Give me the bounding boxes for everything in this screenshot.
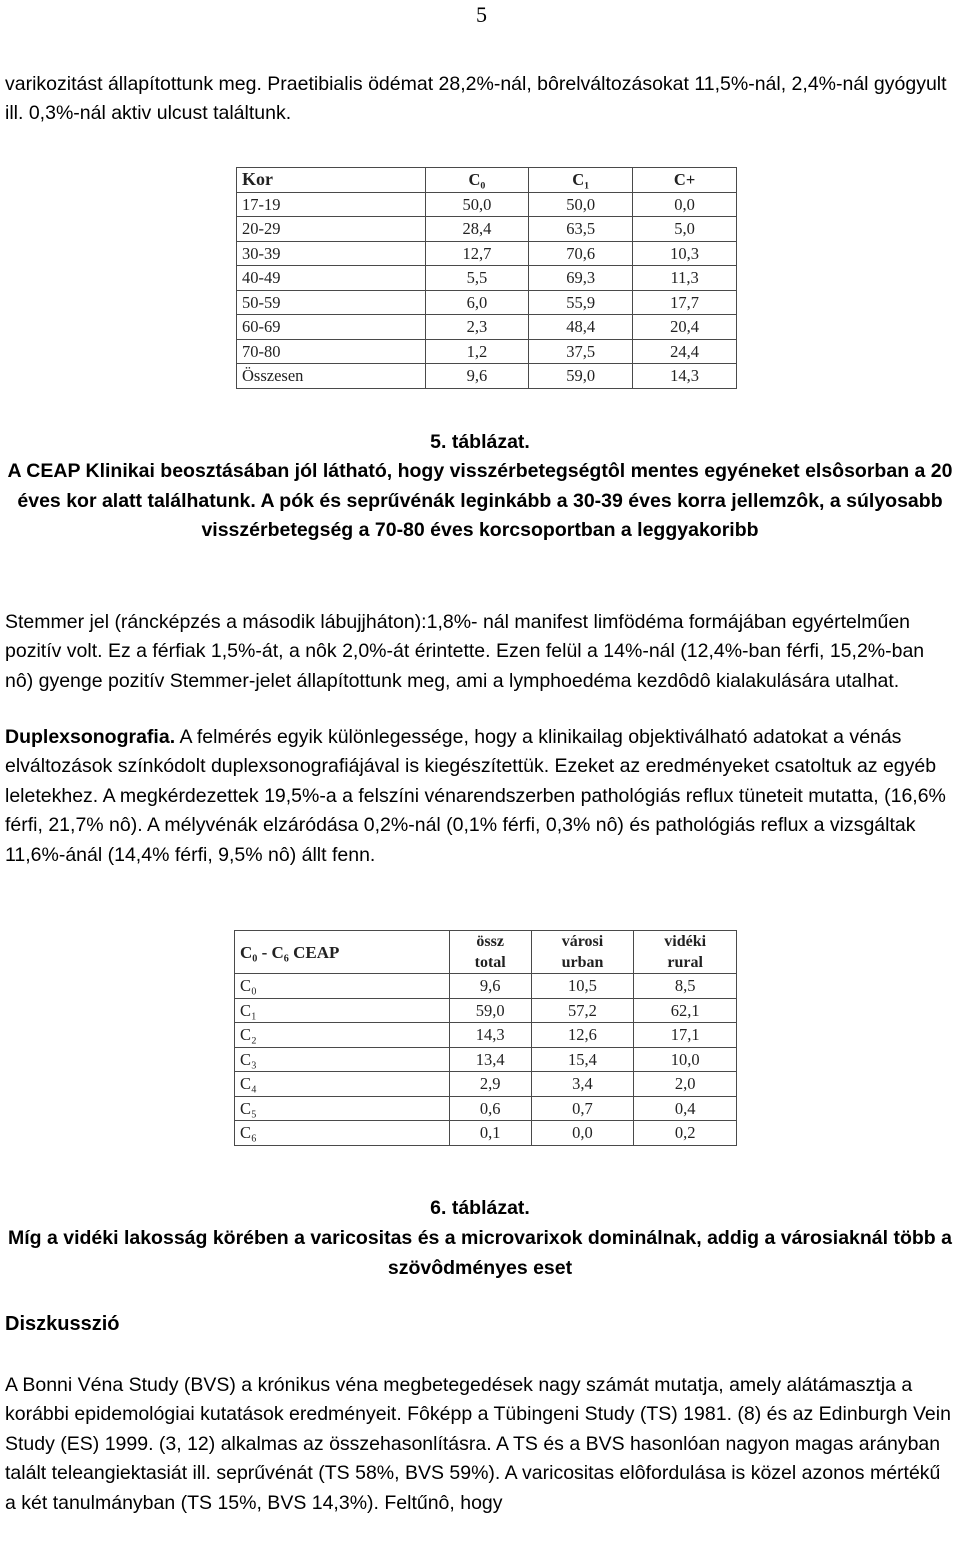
table-cell: 0,0 xyxy=(633,192,737,217)
table-cell: 30-39 xyxy=(237,241,426,266)
duplex-title: Duplexsonografia. xyxy=(5,726,176,748)
table-cell: 20-29 xyxy=(237,217,426,242)
ceap-urban-rural-table xyxy=(234,930,737,1146)
header-cell xyxy=(449,931,531,974)
header-line: vidéki xyxy=(664,933,707,950)
table-row xyxy=(235,1023,737,1048)
duplex-paragraph xyxy=(5,723,955,870)
table-cell: 70,6 xyxy=(529,241,633,266)
table-cell: 24,4 xyxy=(633,339,737,364)
table-cell: 0,6 xyxy=(449,1096,531,1121)
table6-caption-label: 6. táblázat. xyxy=(430,1197,530,1219)
table-cell: 37,5 xyxy=(529,339,633,364)
table-row xyxy=(237,290,737,315)
table-cell: 10,5 xyxy=(531,974,634,999)
table-cell: 11,3 xyxy=(633,266,737,291)
table-cell: 48,4 xyxy=(529,315,633,340)
header-line: urban xyxy=(561,954,604,971)
header-cell xyxy=(531,931,634,974)
table-cell: 5,5 xyxy=(425,266,529,291)
table-cell: 70-80 xyxy=(237,339,426,364)
table-cell: 62,1 xyxy=(634,998,737,1023)
table-cell: 60-69 xyxy=(237,315,426,340)
table-cell: C₃ xyxy=(235,1047,450,1072)
table-cell: 63,5 xyxy=(529,217,633,242)
table-cell: 10,3 xyxy=(633,241,737,266)
table-cell: 0,7 xyxy=(531,1096,634,1121)
table-cell: Összesen xyxy=(237,364,426,389)
table-cell: 28,4 xyxy=(425,217,529,242)
table-cell: 15,4 xyxy=(531,1047,634,1072)
table-cell: 59,0 xyxy=(449,998,531,1023)
table-row xyxy=(235,1072,737,1097)
table5-caption-text: A CEAP Klinikai beosztásában jól látható, hogy visszérbetegségtôl mentes egyéneket elsôsorban a 20 éves kor alatt találhatunk. A pók és seprűvénák leginkább a 30-39 éves korra jellemzôk, a súlyosabb visszérbetegség a 70-80 éves korcsoportban a leggyakoribb xyxy=(7,460,953,541)
duplex-text: A felmérés egyik különlegessége, hogy a klinikailag objektiválható adatokat a vénás elváltozások színkódolt duplexsonografiájával is kiegészítettük. Ezeket az eredményeket csatoltuk az egyéb leletekhez. A megkérdezettek 19,5%-a a felszíni vénarendszerben pathológiás reflux tüneteit mutatta, (16,6% férfi, 21,7% nô). A mélyvénák elzáródása 0,2%-nál (0,1% férfi, 0,3% nô) és pathológiás reflux a vizsgáltak 11,6%-ánál (14,4% férfi, 9,5% nô) állt fenn. xyxy=(5,726,946,866)
table-cell: 14,3 xyxy=(633,364,737,389)
table-cell: C₂ xyxy=(235,1023,450,1048)
table-cell: 17,1 xyxy=(634,1023,737,1048)
header-cell xyxy=(634,931,737,974)
page-number: 5 xyxy=(476,2,487,27)
header-cell: C₁ xyxy=(529,168,633,193)
table5-caption-label: 5. táblázat. xyxy=(430,431,530,453)
header-cell: C+ xyxy=(633,168,737,193)
table-cell: 40-49 xyxy=(237,266,426,291)
table-cell: 20,4 xyxy=(633,315,737,340)
table-cell: C₁ xyxy=(235,998,450,1023)
table-cell: 59,0 xyxy=(529,364,633,389)
table-cell: 0,2 xyxy=(634,1121,737,1146)
table-cell: C₆ xyxy=(235,1121,450,1146)
table-cell: 2,0 xyxy=(634,1072,737,1097)
table-cell: 0,1 xyxy=(449,1121,531,1146)
table-cell: 0,4 xyxy=(634,1096,737,1121)
table-cell: 2,3 xyxy=(425,315,529,340)
table-cell: 9,6 xyxy=(449,974,531,999)
table-cell: 69,3 xyxy=(529,266,633,291)
intro-paragraph: varikozitást állapítottunk meg. Praetibialis ödémat 28,2%-nál, bôrelváltozásokat 11,5%-nál, 2,4%-nál gyógyult ill. 0,3%-nál aktiv ulcust találtunk. xyxy=(5,73,947,125)
table-row xyxy=(237,217,737,242)
header-line: total xyxy=(474,954,506,971)
header-line: össz xyxy=(476,933,504,950)
table-row xyxy=(237,364,737,389)
section-title: Diszkusszió xyxy=(5,1313,120,1335)
header-cell: Kor xyxy=(237,168,426,193)
table-cell: 50-59 xyxy=(237,290,426,315)
table-cell: 50,0 xyxy=(425,192,529,217)
table-cell: 0,0 xyxy=(531,1121,634,1146)
stemmer-paragraph: Stemmer jel (ráncképzés a második lábujjháton):1,8%- nál manifest limfödéma formájában egyértelműen pozitív volt. Ez a férfiak 1,5%-át, a nôk 2,0%-át érintette. Ezen felül a 14%-nál (12,4%-ban férfi, 15,2%-ban nô) gyenge pozitív Stemmer-jelet állapítottunk meg, ami a lymphoedéma kezdôdô kialakulására utalhat. xyxy=(5,611,925,692)
table-cell: 1,2 xyxy=(425,339,529,364)
header-line: rural xyxy=(667,954,703,971)
table-cell: 12,7 xyxy=(425,241,529,266)
table-cell: 14,3 xyxy=(449,1023,531,1048)
table-header-row xyxy=(237,168,737,193)
header-cell: C₀ - C₆ CEAP xyxy=(235,931,450,974)
table-cell: 8,5 xyxy=(634,974,737,999)
table-cell: C₅ xyxy=(235,1096,450,1121)
table6-caption-text: Míg a vidéki lakosság körében a varicositas és a microvarixok dominálnak, addig a városiaknál több a szövôdményes eset xyxy=(8,1227,952,1279)
table-cell: 9,6 xyxy=(425,364,529,389)
table-row xyxy=(237,266,737,291)
table-cell: 5,0 xyxy=(633,217,737,242)
table-row xyxy=(235,974,737,999)
table-cell: C₄ xyxy=(235,1072,450,1097)
table-row xyxy=(235,998,737,1023)
table-cell: 50,0 xyxy=(529,192,633,217)
table-cell: C₀ xyxy=(235,974,450,999)
table-row xyxy=(235,1047,737,1072)
table-cell: 17,7 xyxy=(633,290,737,315)
table-cell: 13,4 xyxy=(449,1047,531,1072)
table-cell: 6,0 xyxy=(425,290,529,315)
table-cell: 55,9 xyxy=(529,290,633,315)
age-ceap-table xyxy=(236,167,737,389)
table-cell: 57,2 xyxy=(531,998,634,1023)
table-row xyxy=(235,1096,737,1121)
table-cell: 12,6 xyxy=(531,1023,634,1048)
table-row xyxy=(237,241,737,266)
table-header-row xyxy=(235,931,737,974)
table-row xyxy=(237,192,737,217)
table-row xyxy=(237,315,737,340)
table-cell: 10,0 xyxy=(634,1047,737,1072)
table-cell: 17-19 xyxy=(237,192,426,217)
discussion-paragraph: A Bonni Véna Study (BVS) a krónikus véna megbetegedések nagy számát mutatja, amely alátámasztja a korábbi epidemológiai kutatások eredményeit. Fôképp a Tübingeni Study (TS) 1981. (8) és az Edinburgh Vein Study (ES) 1999. (3, 12) alkalmas az összehasonlításra. A TS és a BVS hasonlóan nagyon magas arányban talált teleangiektasiát ill. seprűvénát (TS 58%, BVS 59%). A varicositas elôfordulása is közel azonos mértékű a két tanulmányban (TS 15%, BVS 14,3%). Feltűnô, hogy xyxy=(5,1374,951,1514)
table-cell: 2,9 xyxy=(449,1072,531,1097)
table-row xyxy=(235,1121,737,1146)
header-cell: C₀ xyxy=(425,168,529,193)
header-line: városi xyxy=(561,933,604,950)
table-row xyxy=(237,339,737,364)
table-cell: 3,4 xyxy=(531,1072,634,1097)
